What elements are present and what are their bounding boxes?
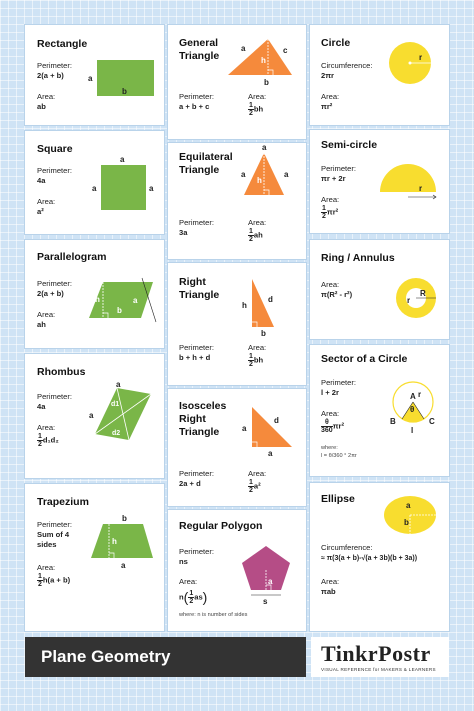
- ring-area: π(R² - r²): [321, 290, 353, 299]
- sector-area-den: 360: [321, 427, 333, 434]
- regular-polygon-perimeter: ns: [179, 557, 188, 566]
- general-triangle-title-1: General: [179, 37, 219, 49]
- general-triangle-area-label: Area:: [248, 92, 267, 101]
- isosceles-right-triangle-area-den: 2: [249, 487, 253, 494]
- ring-diagram: [394, 274, 444, 324]
- trapezium-area-tail: h(a + b): [42, 575, 71, 585]
- equilateral-triangle-title-2: Triangle: [179, 164, 220, 176]
- circle-circ: 2πr: [321, 71, 334, 80]
- parallelogram-diagram: [85, 276, 160, 326]
- parallelogram-perimeter: 2(a + b): [37, 289, 64, 298]
- sector-where-1: where:: [321, 445, 338, 451]
- rhombus-diagram: [89, 380, 161, 444]
- isosceles-right-triangle-area: [248, 479, 261, 494]
- trapezium-label-h: h: [112, 537, 117, 546]
- trapezium-diagram: [87, 512, 162, 570]
- isosceles-right-triangle-perimeter: 2a + d: [179, 479, 201, 488]
- rhombus-area-num: 1: [38, 433, 42, 440]
- trapezium-area-num: 1: [38, 573, 42, 580]
- square-area: a²: [37, 207, 44, 216]
- semicircle-label-r: r: [419, 184, 423, 193]
- regular-polygon-diagram: [238, 544, 300, 604]
- ring-label-R: R: [420, 289, 426, 298]
- equilateral-triangle-label-a-right: a: [284, 170, 289, 179]
- isosceles-right-triangle-title-3: Triangle: [179, 426, 220, 438]
- semicircle-area-den: 2: [322, 213, 326, 220]
- sector-label-C: C: [429, 417, 435, 426]
- isosceles-right-triangle-shape: [252, 407, 292, 447]
- rectangle-area: ab: [37, 102, 46, 111]
- rhombus-label-d1: d1: [111, 401, 120, 408]
- semicircle-shape: [380, 164, 436, 192]
- sector-card: [310, 345, 449, 476]
- regular-polygon-area-den: 2: [189, 598, 194, 605]
- equilateral-triangle-perimeter: 3a: [179, 228, 188, 237]
- general-triangle-label-b: b: [264, 78, 269, 87]
- rectangle-label-b: b: [122, 87, 127, 96]
- ring-label-r: r: [407, 296, 411, 305]
- rectangle-diagram: [85, 55, 160, 100]
- ellipse-card: [310, 483, 449, 631]
- equilateral-triangle-area-label: Area:: [248, 218, 267, 227]
- semicircle-diagram: [378, 162, 440, 202]
- square-diagram: [91, 155, 157, 221]
- regular-polygon-where: where: n is number of sides: [179, 612, 248, 618]
- semicircle-area-label: Area:: [321, 195, 340, 204]
- general-triangle-area-den: 2: [249, 110, 253, 117]
- ring-area-label: Area:: [321, 280, 340, 289]
- regular-polygon-perimeter-label: Perimeter:: [179, 547, 215, 556]
- right-triangle-perimeter-label: Perimeter:: [179, 343, 215, 352]
- rectangle-title: Rectangle: [37, 38, 88, 50]
- right-triangle-label-d: d: [268, 295, 273, 304]
- trapezium-title: Trapezium: [37, 496, 89, 508]
- sector-perimeter: l + 2r: [321, 388, 339, 397]
- equilateral-triangle-card: [168, 143, 306, 259]
- equilateral-triangle-area-tail: ah: [253, 230, 263, 240]
- general-triangle-title-2: Triangle: [179, 50, 220, 62]
- rhombus-area-den: 2: [38, 441, 42, 448]
- right-triangle-diagram: [240, 273, 298, 338]
- semicircle-card: [310, 130, 449, 233]
- equilateral-triangle-perimeter-label: Perimeter:: [179, 218, 215, 227]
- right-triangle-label-h: h: [242, 301, 247, 310]
- rhombus-title: Rhombus: [37, 366, 86, 378]
- regular-polygon-area-label: Area:: [179, 577, 198, 586]
- general-triangle-label-h: h: [261, 56, 266, 65]
- right-triangle-perimeter: b + h + d: [179, 353, 211, 362]
- parallelogram-perimeter-label: Perimeter:: [37, 279, 73, 288]
- right-triangle-title-1: Right: [179, 276, 206, 288]
- semicircle-title: Semi-circle: [321, 139, 378, 151]
- regular-polygon-area-tail: as: [194, 592, 203, 602]
- square-label-top: a: [120, 155, 125, 164]
- rhombus-perimeter: 4a: [37, 402, 46, 411]
- equilateral-triangle-label-a-left: a: [241, 170, 246, 179]
- general-triangle-area-num: 1: [249, 102, 253, 109]
- general-triangle-area-tail: bh: [253, 104, 264, 114]
- square-label-right: a: [149, 184, 154, 193]
- sector-label-l: l: [411, 426, 414, 435]
- isosceles-right-triangle-label-d: d: [274, 416, 279, 425]
- rectangle-perimeter-label: Perimeter:: [37, 61, 73, 70]
- rhombus-area-label: Area:: [37, 423, 56, 432]
- regular-polygon-title: Regular Polygon: [179, 520, 263, 532]
- rhombus-area: [37, 433, 59, 448]
- footer-title: Plane Geometry: [41, 647, 171, 666]
- parallelogram-label-a: a: [133, 296, 138, 305]
- ellipse-circ: ≈ π(3(a + b)-√(a + 3b)(b + 3a)): [321, 555, 418, 562]
- trapezium-perimeter-1: Sum of 4: [37, 530, 70, 539]
- ellipse-label-a: a: [406, 501, 411, 510]
- trapezium-shape: [91, 524, 153, 558]
- isosceles-right-triangle-title-1: Isosceles: [179, 400, 227, 412]
- rectangle-perimeter: 2(a + b): [37, 71, 64, 80]
- general-triangle-perimeter: a + b + c: [179, 102, 210, 111]
- sector-perimeter-label: Perimeter:: [321, 378, 357, 387]
- square-perimeter: 4a: [37, 176, 46, 185]
- right-triangle-area-num: 1: [249, 353, 253, 360]
- parallelogram-label-b: b: [117, 306, 122, 315]
- general-triangle-area: [248, 102, 263, 117]
- sector-area: [321, 419, 344, 434]
- circle-label-r: r: [419, 53, 423, 62]
- ellipse-area-label: Area:: [321, 577, 340, 586]
- sector-label-theta: θ: [410, 405, 415, 414]
- rhombus-area-tail: d₁d₂: [42, 435, 59, 445]
- trapezium-label-a: a: [121, 561, 126, 570]
- trapezium-area: [37, 573, 70, 588]
- trapezium-area-label: Area:: [37, 563, 56, 572]
- sector-label-r: r: [418, 390, 422, 399]
- brand-logo: [311, 637, 449, 677]
- right-triangle-area: [248, 353, 263, 368]
- square-title: Square: [37, 143, 73, 155]
- general-triangle-diagram: [226, 33, 301, 88]
- parallelogram-label-h: h: [95, 295, 100, 304]
- regular-polygon-area-pre: n: [179, 592, 184, 602]
- trapezium-area-den: 2: [38, 581, 42, 588]
- regular-polygon-area-num: 1: [189, 590, 194, 597]
- isosceles-right-triangle-title-2: Right: [179, 413, 206, 425]
- rectangle-area-label: Area:: [37, 92, 56, 101]
- square-perimeter-label: Perimeter:: [37, 166, 73, 175]
- rhombus-label-a: a: [116, 380, 121, 389]
- parallelogram-title: Parallelogram: [37, 251, 107, 263]
- regular-polygon-area: n( $\frac{1}{2}$ as): [179, 589, 208, 605]
- rhombus-card: [25, 354, 164, 478]
- isosceles-right-triangle-label-a-bottom: a: [268, 449, 273, 458]
- trapezium-perimeter-2: sides: [37, 540, 57, 549]
- semicircle-perimeter: πr + 2r: [321, 174, 346, 183]
- general-triangle-perimeter-label: Perimeter:: [179, 92, 215, 101]
- general-triangle-label-c: c: [283, 46, 288, 55]
- isosceles-right-triangle-perimeter-label: Perimeter:: [179, 469, 215, 478]
- rhombus-label-a2: a: [89, 411, 94, 420]
- trapezium-label-b: b: [122, 514, 127, 523]
- semicircle-area-num: 1: [322, 205, 326, 212]
- ring-card: [310, 240, 449, 339]
- isosceles-right-triangle-label-a-left: a: [242, 424, 247, 433]
- trapezium-perimeter-label: Perimeter:: [37, 520, 73, 529]
- rectangle-label-a: a: [88, 74, 93, 83]
- circle-title: Circle: [321, 37, 351, 49]
- sector-where-2: l = θ/360 ° 2πr: [321, 453, 357, 459]
- equilateral-triangle-diagram: [238, 143, 298, 202]
- regular-polygon-card: [168, 510, 306, 631]
- equilateral-triangle-title-1: Equilateral: [179, 151, 233, 163]
- brand-tagline: VISUAL REFERENCE for MAKERS & LEARNERS: [321, 667, 436, 672]
- ellipse-circ-label: Circumference:: [321, 543, 373, 552]
- brand-name: TinkrPostr: [321, 641, 431, 666]
- parallelogram-area: ah: [37, 320, 46, 329]
- right-triangle-card: [168, 263, 306, 385]
- sector-area-tail: πr²: [332, 421, 344, 431]
- circle-area: πr²: [321, 102, 333, 111]
- ring-title: Ring / Annulus: [321, 252, 395, 264]
- right-triangle-area-label: Area:: [248, 343, 267, 352]
- sector-diagram: [386, 375, 446, 435]
- general-triangle-label-a: a: [241, 44, 246, 53]
- semicircle-area: [321, 205, 338, 220]
- ellipse-area: πab: [321, 587, 336, 596]
- rectangle-card: [25, 25, 164, 125]
- circle-card: [310, 25, 449, 125]
- trapezium-card: [25, 484, 164, 631]
- isosceles-right-triangle-diagram: [240, 401, 300, 461]
- regular-polygon-label-a: a: [268, 577, 273, 586]
- rhombus-perimeter-label: Perimeter:: [37, 392, 73, 401]
- equilateral-triangle-area-den: 2: [249, 236, 253, 243]
- circle-circ-label: Circumference:: [321, 61, 373, 70]
- semicircle-perimeter-label: Perimeter:: [321, 164, 357, 173]
- square-label-left: a: [92, 184, 97, 193]
- sector-label-A: A: [410, 392, 416, 401]
- equilateral-triangle-area: [248, 228, 263, 243]
- isosceles-right-triangle-area-label: Area:: [248, 469, 267, 478]
- ellipse-title: Ellipse: [321, 493, 355, 505]
- right-triangle-title-2: Triangle: [179, 289, 220, 301]
- sector-area-label: Area:: [321, 409, 340, 418]
- isosceles-right-triangle-area-num: 1: [249, 479, 253, 486]
- isosceles-right-triangle-area-tail: a²: [253, 481, 261, 491]
- square-card: [25, 131, 164, 234]
- sector-title: Sector of a Circle: [321, 353, 408, 365]
- square-area-label: Area:: [37, 197, 56, 206]
- right-triangle-area-den: 2: [249, 361, 253, 368]
- general-triangle-shape: [228, 39, 292, 75]
- sector-label-B: B: [390, 417, 396, 426]
- circle-area-label: Area:: [321, 92, 340, 101]
- equilateral-triangle-label-h: h: [257, 176, 262, 185]
- square-shape: [101, 165, 146, 210]
- circle-diagram: [386, 39, 436, 89]
- sector-area-num: θ: [321, 419, 333, 427]
- ellipse-label-b: b: [404, 518, 409, 527]
- isosceles-right-triangle-card: [168, 389, 306, 506]
- right-triangle-area-tail: bh: [253, 355, 264, 365]
- regular-polygon-label-s: s: [263, 597, 268, 606]
- general-triangle-card: [168, 25, 306, 139]
- parallelogram-card: [25, 240, 164, 348]
- rhombus-label-d2: d2: [112, 430, 121, 437]
- semicircle-area-tail: πr²: [326, 207, 339, 217]
- equilateral-triangle-label-a-top: a: [262, 143, 267, 152]
- parallelogram-area-label: Area:: [37, 310, 56, 319]
- equilateral-triangle-area-num: 1: [249, 228, 253, 235]
- footer-title-bar: [25, 637, 306, 677]
- ellipse-diagram: [382, 493, 442, 539]
- right-triangle-label-b: b: [261, 329, 266, 338]
